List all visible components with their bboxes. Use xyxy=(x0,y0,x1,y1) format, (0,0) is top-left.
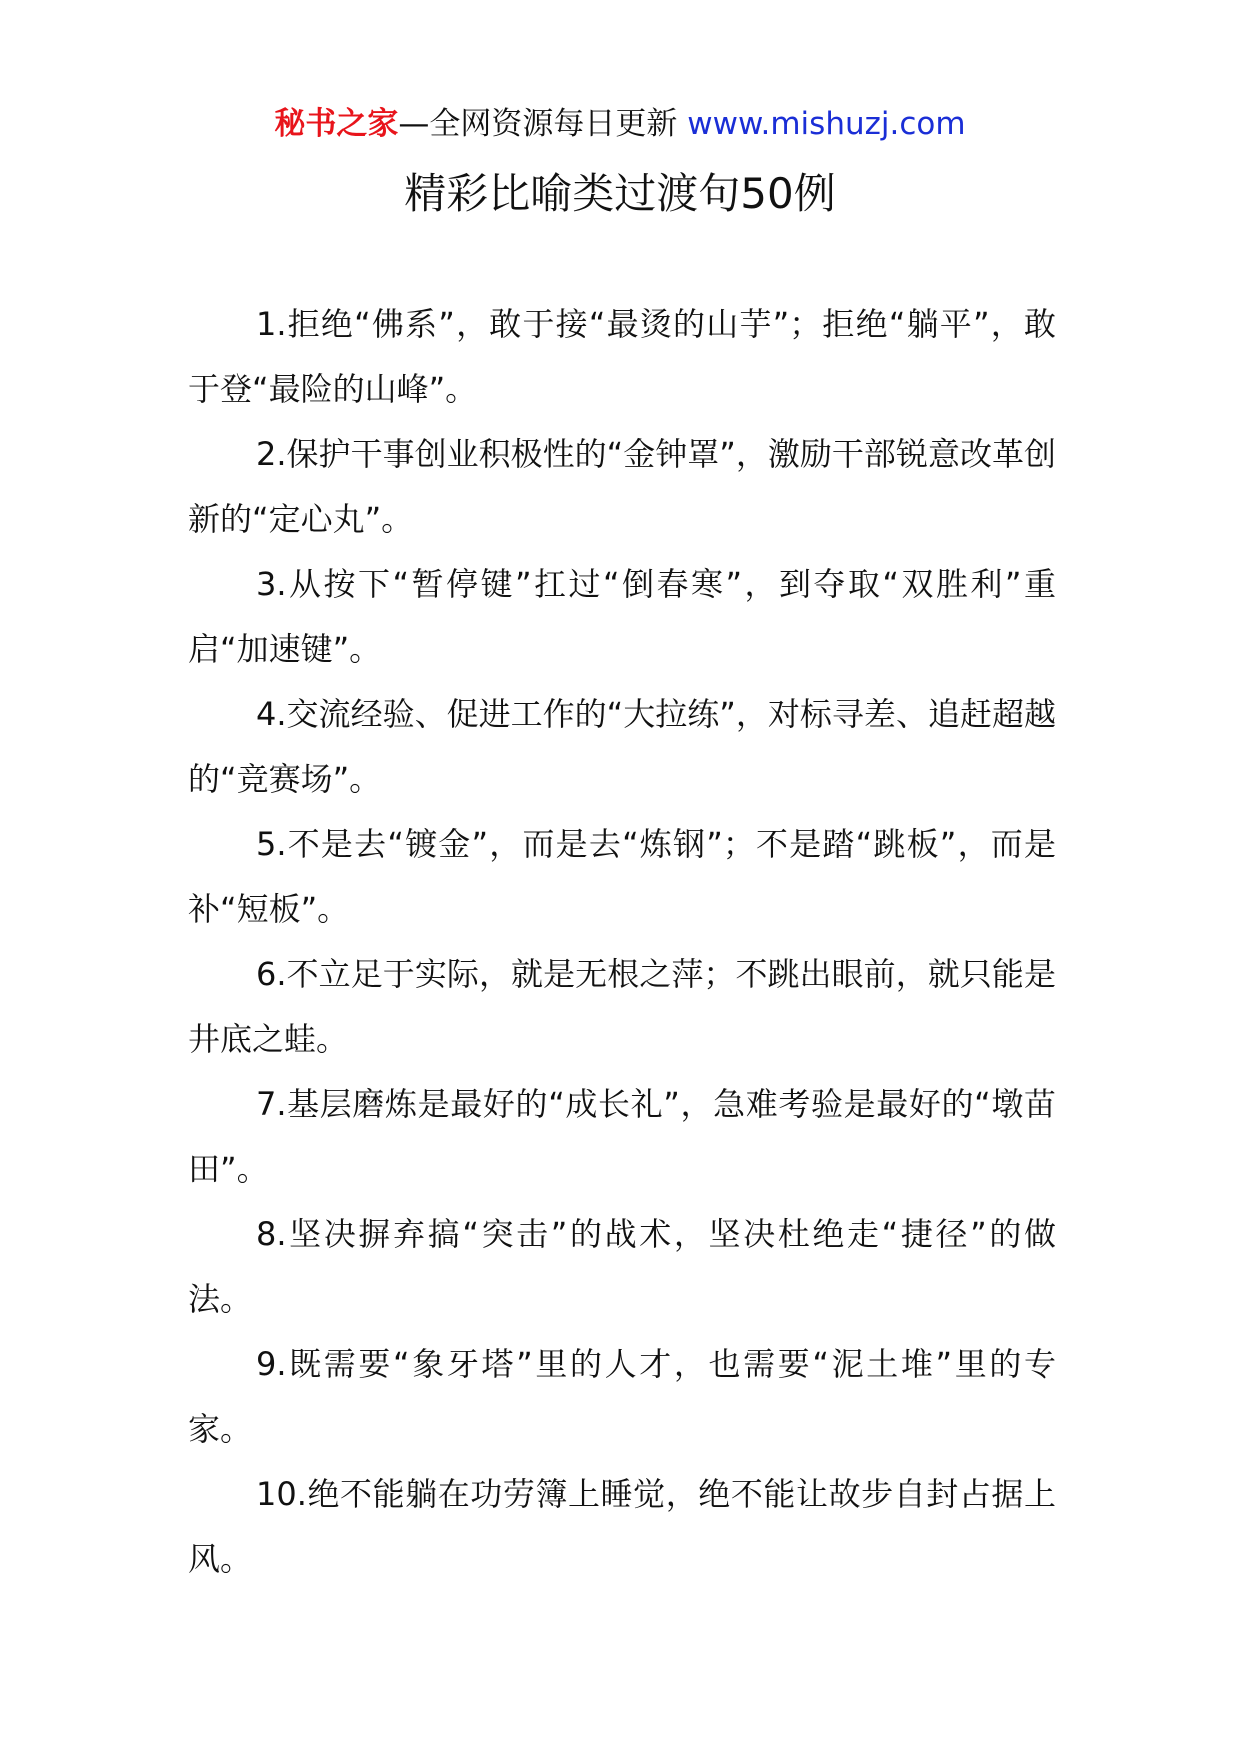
list-item: 7.基层磨炼是最好的“成长礼”，急难考验是最好的“墩苗田”。 xyxy=(188,1085,1056,1188)
site-brand: 秘书之家 xyxy=(274,106,399,142)
site-header xyxy=(0,102,1240,146)
document-body xyxy=(188,292,1056,1592)
list-item: 6.不立足于实际，就是无根之萍；不跳出眼前，就只能是井底之蛙。 xyxy=(188,955,1056,1058)
list-item: 3.从按下“暂停键”扛过“倒春寒”，到夺取“双胜利”重启“加速键”。 xyxy=(188,565,1056,668)
site-url-link[interactable]: www.mishuzj.com xyxy=(687,106,966,142)
list-item: 10.绝不能躺在功劳簿上睡觉，绝不能让故步自封占据上风。 xyxy=(188,1475,1056,1578)
list-item: 4.交流经验、促进工作的“大拉练”，对标寻差、追赶超越的“竞赛场”。 xyxy=(188,695,1056,798)
list-item: 8.坚决摒弃搞“突击”的战术，坚决杜绝走“捷径”的做法。 xyxy=(188,1215,1056,1318)
list-item: 1.拒绝“佛系”，敢于接“最烫的山芋”；拒绝“躺平”，敢于登“最险的山峰”。 xyxy=(188,305,1056,408)
document-title: 精彩比喻类过渡句50例 xyxy=(404,169,836,218)
site-tagline: —全网资源每日更新 xyxy=(398,106,678,142)
list-item: 9.既需要“象牙塔”里的人才，也需要“泥土堆”里的专家。 xyxy=(188,1345,1056,1448)
list-item: 5.不是去“镀金”，而是去“炼钢”；不是踏“跳板”，而是补“短板”。 xyxy=(188,825,1056,928)
list-item: 2.保护干事创业积极性的“金钟罩”，激励干部锐意改革创新的“定心丸”。 xyxy=(188,435,1056,538)
